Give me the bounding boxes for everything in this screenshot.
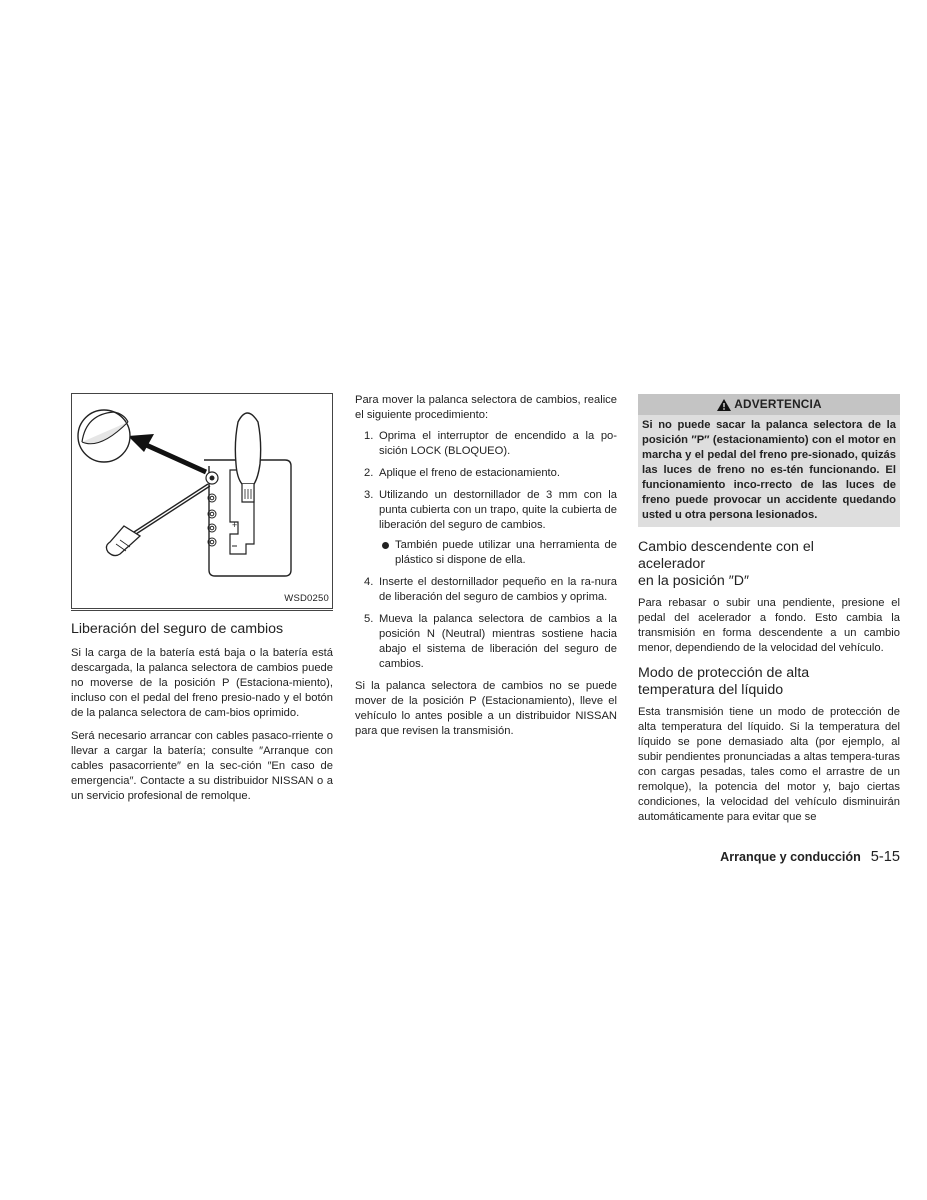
paragraph-fluid-temp: Esta transmisión tiene un modo de protección de alta temperatura del líquido. Si la temperatura del líquido se pone demasiado alta (por ejemplo, al subir pendientes pronunciadas a altas tempera-turas con cargas pesadas, tales como el arrastre de un remolque), la potencia del motor y, bajo ciertas condiciones, la velocidad del vehículo disminuirán automáticamente para evitar que se [638,706,900,823]
heading-fluid-temp-protection: Modo de protección de alta temperatura del líquido [638,665,810,698]
procedure-closing: Si la palanca selectora de cambios no se puede mover de la posición P (Estacionamiento), lleve el vehículo lo antes posible a un distribuidor NISSAN para que revisen la transmisión. [355,680,617,737]
list-item: 4. Inserte el destornillador pequeño en la ra-nura de liberación del seguro de cambios y oprima. [364,576,617,603]
warning-title: ADVERTENCIA [734,397,822,411]
figure-code: WSD0250 [284,593,329,604]
heading-kickdown: Cambio descendente con el acelerador en la posición ″D″ [638,539,814,589]
procedure-intro: Para mover la palanca selectora de cambios, realice el siguiente procedimiento: [355,394,617,421]
procedure-steps [355,429,617,533]
column-left [71,393,333,804]
list-item: 2. Aplique el freno de estacionamiento. [364,467,560,479]
column-middle [355,393,617,739]
bullet-plastic-tool: También puede utilizar una herramienta de plástico si dispone de ella. [355,538,617,568]
svg-text:+: + [232,520,238,530]
list-item: 3. Utilizando un destornillador de 3 mm con la punta cubierta con un trapo, quite la cubierta de liberación del seguro de cambios. [364,489,617,531]
list-item: 5. Mueva la palanca selectora de cambios a la posición N (Neutral) mientras sostiene hacia abajo el sistema de liberación del seguro de cambios. [364,613,617,670]
paragraph-jump-start: Será necesario arrancar con cables pasaco-rriente o llevar a cargar la batería; consulte ″Arranque con cables pasacorriente″ en la sec-ción ″En caso de emergencia″. Contacte a su distribuidor NISSAN o a un servicio profesional de remolque. [71,730,333,802]
bullet-dot-icon [382,542,389,549]
list-item: 1. Oprima el interruptor de encendido a la po-sición LOCK (BLOQUEO). [364,430,617,457]
footer-section-title: Arranque y conducción [720,850,861,864]
figure-rule [71,610,333,611]
paragraph-kickdown: Para rebasar o subir una pendiente, presione el pedal del acelerador a fondo. Esto cambia la transmisión en forma descendente a un cambio menor, dependiendo de la velocidad del vehículo. [638,597,900,654]
warning-header [638,394,900,415]
warning-triangle-icon [716,398,732,412]
warning-text: Si no puede sacar la palanca selectora de la posición ″P″ (estacionamiento) con el motor en marcha y el pedal del freno pre-sionado, quizás las luces de freno no es-tén funcionando. El funcionamiento inco-rrecto de las luces de freno puede provocar un accidente quedando usted u otra persona lesionados. [638,415,900,527]
heading-shift-lock-release: Liberación del seguro de cambios [71,621,284,637]
shift-lever-drawing [72,394,332,608]
page-number: 5-15 [870,849,900,865]
paragraph-battery: Si la carga de la batería está baja o la batería está descargada, la palanca selectora de cambios puede no moverse de la posición P (Estaciona-miento), incluso con el pedal del freno presio-nado y el botón de la palanca selectora de cam-bios oprimido. [71,647,333,719]
page-footer [638,848,900,866]
column-right [638,393,900,825]
procedure-steps-continued [355,575,617,672]
shift-lock-release-illustration [71,393,333,609]
